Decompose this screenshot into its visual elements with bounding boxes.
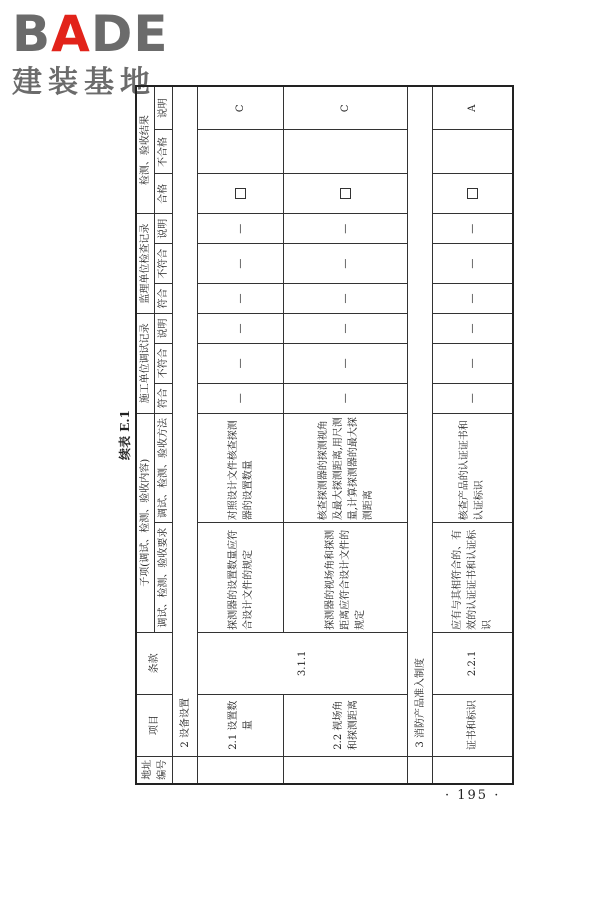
row-c-note: — bbox=[198, 313, 284, 343]
row-c-comply: — bbox=[433, 383, 513, 413]
row-c-note: — bbox=[433, 313, 513, 343]
row-pass-checkbox[interactable] bbox=[433, 174, 513, 214]
row-s-note: — bbox=[198, 214, 284, 244]
checkbox-icon bbox=[340, 188, 351, 199]
row-grade: C bbox=[198, 86, 284, 130]
header-pass: 合格 bbox=[155, 174, 173, 214]
checkbox-icon bbox=[235, 188, 246, 199]
table-row bbox=[433, 86, 513, 784]
header-c-comply: 符合 bbox=[155, 383, 173, 413]
section-title: 3 消防产品准入制度 bbox=[408, 86, 433, 756]
row-requirement: 探测器的视场角和探测距离应符合设计文件的规定 bbox=[284, 523, 408, 633]
row-grade: A bbox=[433, 86, 513, 130]
row-s-comply: — bbox=[433, 284, 513, 314]
row-project: 2.2 视场角和探测距离 bbox=[284, 694, 408, 756]
row-pass-checkbox[interactable] bbox=[284, 174, 408, 214]
logo-text: BADE bbox=[12, 5, 169, 63]
row-pass-checkbox[interactable] bbox=[198, 174, 284, 214]
header-r-note: 说明 bbox=[155, 86, 173, 130]
header-subitem-method: 调试、检测、验收方法 bbox=[155, 413, 173, 523]
row-s-note: — bbox=[433, 214, 513, 244]
header-fail: 不合格 bbox=[155, 130, 173, 174]
row-s-not-comply: — bbox=[284, 244, 408, 284]
section-title: 2 设备设置 bbox=[173, 86, 198, 756]
header-subitem-req: 调试、检测、验收要求 bbox=[155, 523, 173, 633]
row-method: 核查产品的认证证书和认证标识 bbox=[433, 413, 513, 523]
row-c-comply: — bbox=[198, 383, 284, 413]
row-c-not-comply: — bbox=[284, 343, 408, 383]
header-construction: 施工单位调试记录 bbox=[136, 313, 155, 413]
row-s-comply: — bbox=[198, 284, 284, 314]
table-row bbox=[198, 86, 284, 784]
row-c-comply: — bbox=[284, 383, 408, 413]
row-s-not-comply: — bbox=[433, 244, 513, 284]
row-s-note: — bbox=[284, 214, 408, 244]
header-project: 项目 bbox=[136, 694, 173, 756]
header-clause: 条款 bbox=[136, 632, 173, 694]
row-grade: C bbox=[284, 86, 408, 130]
section-row bbox=[173, 86, 198, 784]
row-project: 2.1 设置数量 bbox=[198, 694, 284, 756]
row-c-not-comply: — bbox=[433, 343, 513, 383]
row-method: 对照设计文件核查探测器的设置数量 bbox=[198, 413, 284, 523]
inspection-table bbox=[135, 85, 514, 785]
header-result: 检测、验收结果 bbox=[136, 86, 155, 214]
section-row bbox=[408, 86, 433, 784]
header-subitem: 子项(调试、检测、验收内容) bbox=[136, 413, 155, 632]
rotated-table-page bbox=[115, 85, 505, 785]
row-c-not-comply: — bbox=[198, 343, 284, 383]
row-clause: 2.2.1 bbox=[433, 632, 513, 694]
row-project: 证书和标识 bbox=[433, 694, 513, 756]
header-address-code: 地址编号 bbox=[136, 756, 173, 784]
header-c-note: 说明 bbox=[155, 313, 173, 343]
logo-subtitle: 建装基地 bbox=[12, 65, 156, 100]
row-method: 核查探测器的探测视角及最大探测距离,用尺测量,计算探测器的最大探测距离 bbox=[284, 413, 408, 523]
header-c-not-comply: 不符合 bbox=[155, 343, 173, 383]
row-s-comply: — bbox=[284, 284, 408, 314]
header-s-not-comply: 不符合 bbox=[155, 244, 173, 284]
row-requirement: 应有与其相符合的、有效的认证证书和认证标识 bbox=[433, 523, 513, 633]
row-s-not-comply: — bbox=[198, 244, 284, 284]
row-clause: 3.1.1 bbox=[198, 632, 408, 694]
checkbox-icon bbox=[467, 188, 478, 199]
row-c-note: — bbox=[284, 313, 408, 343]
table-title: 续表 E.1 bbox=[118, 410, 132, 460]
header-s-note: 说明 bbox=[155, 214, 173, 244]
header-supervision: 监理单位检查记录 bbox=[136, 214, 155, 314]
page-number: · 195 · bbox=[445, 788, 501, 803]
header-s-comply: 符合 bbox=[155, 284, 173, 314]
row-requirement: 探测器的设置数量应符合设计文件的规定 bbox=[198, 523, 284, 633]
